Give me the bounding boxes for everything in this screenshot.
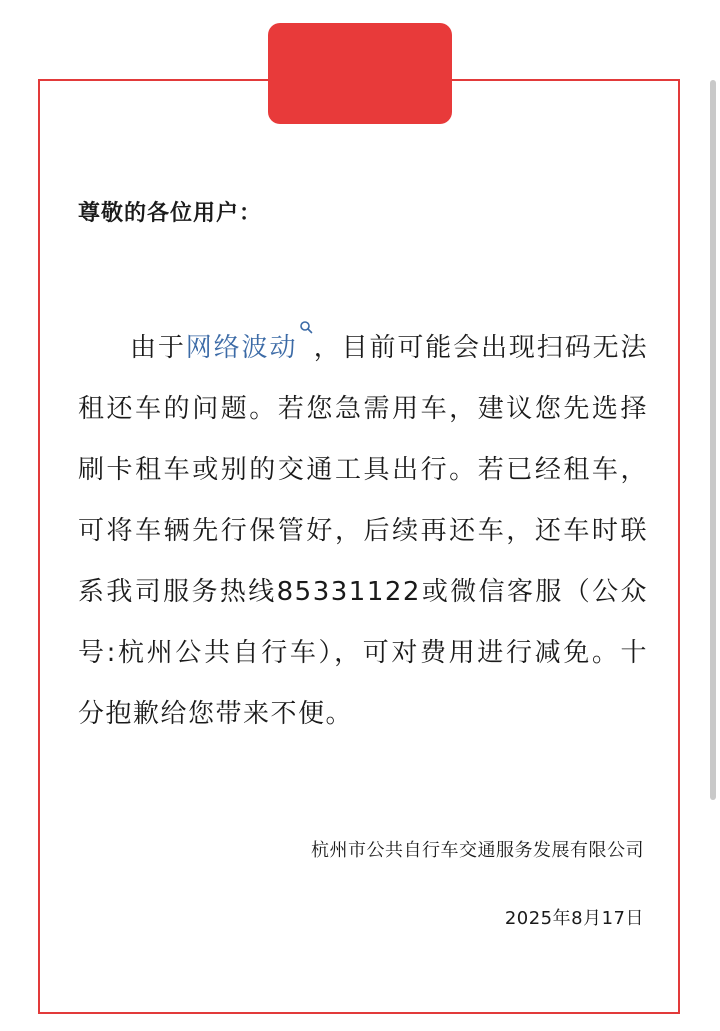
network-fluctuation-link[interactable]: 网络波动 xyxy=(185,333,298,363)
search-icon[interactable] xyxy=(299,320,313,342)
notice-banner xyxy=(268,23,452,124)
scrollbar[interactable] xyxy=(710,80,716,800)
notice-body xyxy=(78,318,648,745)
greeting-heading: 尊敬的各位用户： xyxy=(78,201,263,226)
body-main: ，目前可能会出现扫码无法租还车的问题。若您急需用车，建议您先选择刷卡租车或别的交通工具出行。若已经租车，可将车辆先行保管好，后续再还车，还车时联系我司服务热线85331122或微信客服（公众号:杭州公共自行车），可对费用进行减免。十分抱歉给您带来不便。 xyxy=(78,333,648,729)
company-signature: 杭州市公共自行车交通服务发展有限公司 xyxy=(311,840,644,861)
body-intro: 由于 xyxy=(130,333,186,363)
notice-date: 2025年8月17日 xyxy=(504,908,644,929)
